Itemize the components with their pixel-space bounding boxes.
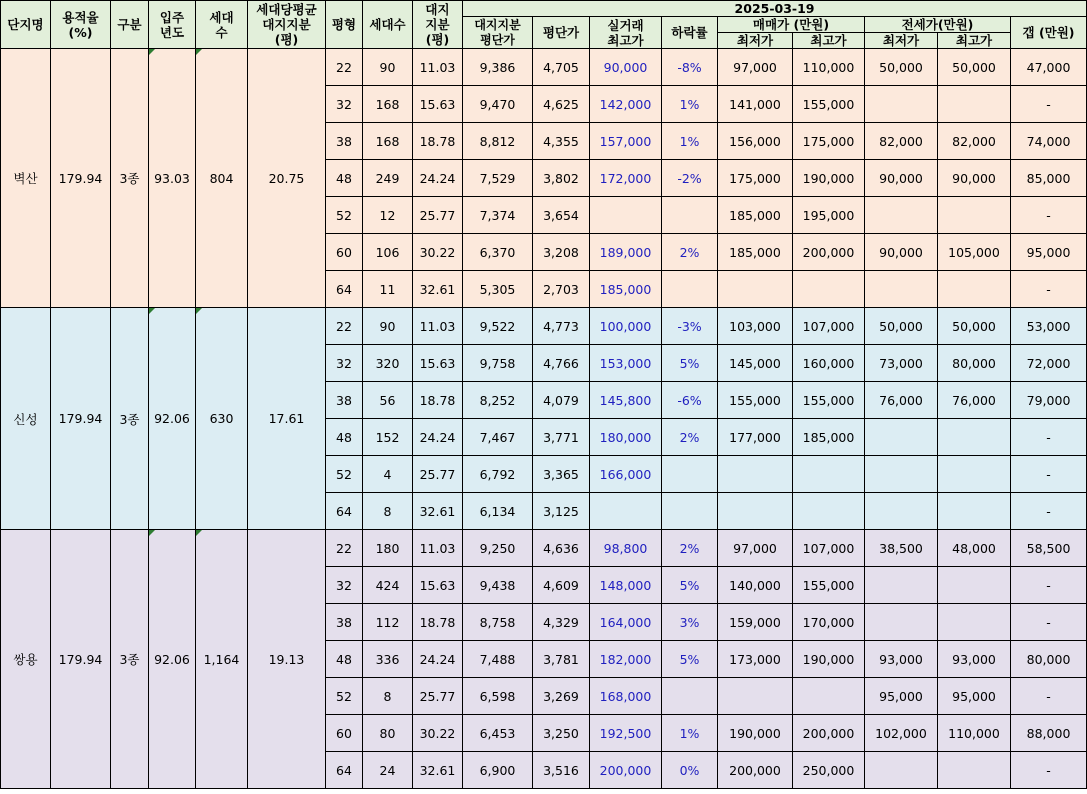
pyeong-cell[interactable]: 60	[326, 715, 363, 752]
avg-land-cell[interactable]: 19.13	[248, 530, 326, 789]
units-cell[interactable]: 249	[363, 160, 413, 197]
ppp-cell[interactable]: 3,516	[533, 752, 590, 789]
jeonse-max-cell[interactable]: 95,000	[938, 678, 1011, 715]
sale-max-cell[interactable]: 160,000	[793, 345, 865, 382]
ppp-cell[interactable]: 4,636	[533, 530, 590, 567]
pyeong-cell[interactable]: 22	[326, 49, 363, 86]
jeonse-min-cell[interactable]	[865, 271, 938, 308]
land-share-cell[interactable]: 30.22	[413, 715, 463, 752]
land-share-cell[interactable]: 11.03	[413, 49, 463, 86]
gap-cell[interactable]: 74,000	[1011, 123, 1087, 160]
land-share-cell[interactable]: 18.78	[413, 604, 463, 641]
units-cell[interactable]: 90	[363, 308, 413, 345]
drop-rate-cell[interactable]: 2%	[662, 234, 718, 271]
header-gap[interactable]: 갭 (만원)	[1011, 17, 1087, 49]
drop-rate-cell[interactable]	[662, 456, 718, 493]
drop-rate-cell[interactable]: 1%	[662, 86, 718, 123]
units-cell[interactable]: 106	[363, 234, 413, 271]
pyeong-cell[interactable]: 38	[326, 123, 363, 160]
land-share-cell[interactable]: 15.63	[413, 567, 463, 604]
gap-cell[interactable]: -	[1011, 419, 1087, 456]
units-cell[interactable]: 8	[363, 678, 413, 715]
land-share-cell[interactable]: 24.24	[413, 641, 463, 678]
real-trade-cell[interactable]: 98,800	[590, 530, 662, 567]
land-share-cell[interactable]: 24.24	[413, 419, 463, 456]
real-trade-cell[interactable]: 166,000	[590, 456, 662, 493]
gap-cell[interactable]: 80,000	[1011, 641, 1087, 678]
households-cell[interactable]: 1,164	[196, 530, 248, 789]
ppp-cell[interactable]: 3,781	[533, 641, 590, 678]
land-share-cell[interactable]: 15.63	[413, 86, 463, 123]
year-cell[interactable]: 92.06	[149, 308, 196, 530]
land-share-cell[interactable]: 25.77	[413, 197, 463, 234]
sale-min-cell[interactable]: 103,000	[718, 308, 793, 345]
drop-rate-cell[interactable]: -6%	[662, 382, 718, 419]
sale-max-cell[interactable]: 107,000	[793, 308, 865, 345]
pyeong-cell[interactable]: 38	[326, 604, 363, 641]
drop-rate-cell[interactable]	[662, 197, 718, 234]
gap-cell[interactable]: 72,000	[1011, 345, 1087, 382]
gap-cell[interactable]: -	[1011, 752, 1087, 789]
gap-cell[interactable]: 53,000	[1011, 308, 1087, 345]
sale-min-cell[interactable]: 185,000	[718, 234, 793, 271]
pyeong-cell[interactable]: 48	[326, 419, 363, 456]
jeonse-min-cell[interactable]	[865, 456, 938, 493]
units-cell[interactable]: 11	[363, 271, 413, 308]
sale-max-cell[interactable]	[793, 678, 865, 715]
land-price-cell[interactable]: 9,470	[463, 86, 533, 123]
land-share-cell[interactable]: 25.77	[413, 678, 463, 715]
drop-rate-cell[interactable]	[662, 271, 718, 308]
sale-max-cell[interactable]	[793, 271, 865, 308]
drop-rate-cell[interactable]: 0%	[662, 752, 718, 789]
land-price-cell[interactable]: 8,252	[463, 382, 533, 419]
real-trade-cell[interactable]: 164,000	[590, 604, 662, 641]
ppp-cell[interactable]: 3,654	[533, 197, 590, 234]
land-price-cell[interactable]: 6,453	[463, 715, 533, 752]
gap-cell[interactable]: 88,000	[1011, 715, 1087, 752]
units-cell[interactable]: 168	[363, 123, 413, 160]
sale-max-cell[interactable]: 185,000	[793, 419, 865, 456]
land-share-cell[interactable]: 32.61	[413, 493, 463, 530]
drop-rate-cell[interactable]: 1%	[662, 123, 718, 160]
jeonse-min-cell[interactable]: 38,500	[865, 530, 938, 567]
jeonse-max-cell[interactable]	[938, 604, 1011, 641]
far-cell[interactable]: 179.94	[51, 308, 111, 530]
ppp-cell[interactable]: 3,365	[533, 456, 590, 493]
pyeong-cell[interactable]: 22	[326, 530, 363, 567]
gap-cell[interactable]: -	[1011, 86, 1087, 123]
real-trade-cell[interactable]: 180,000	[590, 419, 662, 456]
avg-land-cell[interactable]: 20.75	[248, 49, 326, 308]
land-share-cell[interactable]: 11.03	[413, 308, 463, 345]
real-trade-cell[interactable]: 153,000	[590, 345, 662, 382]
units-cell[interactable]: 152	[363, 419, 413, 456]
sale-max-cell[interactable]: 155,000	[793, 567, 865, 604]
pyeong-cell[interactable]: 64	[326, 271, 363, 308]
sale-max-cell[interactable]	[793, 456, 865, 493]
ppp-cell[interactable]: 4,609	[533, 567, 590, 604]
land-share-cell[interactable]: 15.63	[413, 345, 463, 382]
jeonse-min-cell[interactable]	[865, 493, 938, 530]
gap-cell[interactable]: 79,000	[1011, 382, 1087, 419]
jeonse-min-cell[interactable]	[865, 197, 938, 234]
units-cell[interactable]: 80	[363, 715, 413, 752]
header-far[interactable]: 용적율 (%)	[51, 1, 111, 49]
sale-max-cell[interactable]: 195,000	[793, 197, 865, 234]
pyeong-cell[interactable]: 52	[326, 197, 363, 234]
land-price-cell[interactable]: 6,134	[463, 493, 533, 530]
land-price-cell[interactable]: 8,758	[463, 604, 533, 641]
header-drop[interactable]: 하락률	[662, 17, 718, 49]
real-trade-cell[interactable]: 182,000	[590, 641, 662, 678]
land-price-cell[interactable]: 7,488	[463, 641, 533, 678]
pyeong-cell[interactable]: 64	[326, 752, 363, 789]
units-cell[interactable]: 320	[363, 345, 413, 382]
jeonse-min-cell[interactable]: 93,000	[865, 641, 938, 678]
land-price-cell[interactable]: 6,370	[463, 234, 533, 271]
real-trade-cell[interactable]: 185,000	[590, 271, 662, 308]
header-sale[interactable]: 매매가 (만원)	[718, 17, 865, 33]
complex-name-cell[interactable]: 벽산	[1, 49, 51, 308]
land-share-cell[interactable]: 32.61	[413, 752, 463, 789]
drop-rate-cell[interactable]: 2%	[662, 530, 718, 567]
ppp-cell[interactable]: 4,705	[533, 49, 590, 86]
sale-min-cell[interactable]: 145,000	[718, 345, 793, 382]
ppp-cell[interactable]: 4,079	[533, 382, 590, 419]
gap-cell[interactable]: -	[1011, 271, 1087, 308]
units-cell[interactable]: 112	[363, 604, 413, 641]
header-sale-max[interactable]: 최고가	[793, 33, 865, 49]
real-trade-cell[interactable]: 157,000	[590, 123, 662, 160]
gap-cell[interactable]: -	[1011, 197, 1087, 234]
land-price-cell[interactable]: 6,598	[463, 678, 533, 715]
land-share-cell[interactable]: 11.03	[413, 530, 463, 567]
land-price-cell[interactable]: 5,305	[463, 271, 533, 308]
sale-min-cell[interactable]: 185,000	[718, 197, 793, 234]
land-price-cell[interactable]: 9,438	[463, 567, 533, 604]
sale-min-cell[interactable]: 141,000	[718, 86, 793, 123]
pyeong-cell[interactable]: 64	[326, 493, 363, 530]
sale-min-cell[interactable]: 140,000	[718, 567, 793, 604]
land-price-cell[interactable]: 6,792	[463, 456, 533, 493]
header-jeonse-max[interactable]: 최고가	[938, 33, 1011, 49]
table-row	[1, 308, 1087, 345]
ppp-cell[interactable]: 4,355	[533, 123, 590, 160]
sale-min-cell[interactable]: 156,000	[718, 123, 793, 160]
households-cell[interactable]: 630	[196, 308, 248, 530]
land-share-cell[interactable]: 24.24	[413, 160, 463, 197]
drop-rate-cell[interactable]: 3%	[662, 604, 718, 641]
header-date[interactable]: 2025-03-19	[463, 1, 1087, 17]
land-price-cell[interactable]: 7,374	[463, 197, 533, 234]
year-cell[interactable]: 93.03	[149, 49, 196, 308]
drop-rate-cell[interactable]	[662, 493, 718, 530]
pyeong-cell[interactable]: 32	[326, 345, 363, 382]
drop-rate-cell[interactable]: 5%	[662, 345, 718, 382]
real-trade-cell[interactable]: 142,000	[590, 86, 662, 123]
table-body	[1, 49, 1087, 789]
real-trade-cell[interactable]: 168,000	[590, 678, 662, 715]
gap-cell[interactable]: 85,000	[1011, 160, 1087, 197]
year-cell[interactable]: 92.06	[149, 530, 196, 789]
header-real-trade[interactable]: 실거래 최고가	[590, 17, 662, 49]
pyeong-cell[interactable]: 48	[326, 160, 363, 197]
jeonse-max-cell[interactable]: 50,000	[938, 49, 1011, 86]
header-year[interactable]: 입주 년도	[149, 1, 196, 49]
sale-min-cell[interactable]: 155,000	[718, 382, 793, 419]
sale-max-cell[interactable]: 110,000	[793, 49, 865, 86]
sale-min-cell[interactable]: 173,000	[718, 641, 793, 678]
ppp-cell[interactable]: 2,703	[533, 271, 590, 308]
far-cell[interactable]: 179.94	[51, 49, 111, 308]
pyeong-cell[interactable]: 60	[326, 234, 363, 271]
jeonse-max-cell[interactable]: 50,000	[938, 308, 1011, 345]
gap-cell[interactable]: -	[1011, 567, 1087, 604]
drop-rate-cell[interactable]: 5%	[662, 641, 718, 678]
gap-cell[interactable]: 58,500	[1011, 530, 1087, 567]
real-trade-cell[interactable]: 189,000	[590, 234, 662, 271]
units-cell[interactable]: 8	[363, 493, 413, 530]
jeonse-max-cell[interactable]: 80,000	[938, 345, 1011, 382]
land-price-cell[interactable]: 6,900	[463, 752, 533, 789]
ppp-cell[interactable]: 3,125	[533, 493, 590, 530]
jeonse-max-cell[interactable]: 90,000	[938, 160, 1011, 197]
land-price-cell[interactable]: 7,467	[463, 419, 533, 456]
sale-max-cell[interactable]: 190,000	[793, 641, 865, 678]
jeonse-min-cell[interactable]	[865, 86, 938, 123]
far-cell[interactable]: 179.94	[51, 530, 111, 789]
sale-max-cell[interactable]: 170,000	[793, 604, 865, 641]
units-cell[interactable]: 180	[363, 530, 413, 567]
pyeong-cell[interactable]: 52	[326, 678, 363, 715]
jeonse-max-cell[interactable]	[938, 456, 1011, 493]
jeonse-max-cell[interactable]	[938, 271, 1011, 308]
sale-min-cell[interactable]: 159,000	[718, 604, 793, 641]
pyeong-cell[interactable]: 48	[326, 641, 363, 678]
jeonse-min-cell[interactable]	[865, 419, 938, 456]
real-trade-cell[interactable]	[590, 493, 662, 530]
jeonse-min-cell[interactable]: 90,000	[865, 160, 938, 197]
header-units[interactable]: 세대수	[363, 1, 413, 49]
jeonse-max-cell[interactable]: 82,000	[938, 123, 1011, 160]
drop-rate-cell[interactable]: -3%	[662, 308, 718, 345]
sale-min-cell[interactable]: 177,000	[718, 419, 793, 456]
units-cell[interactable]: 336	[363, 641, 413, 678]
real-trade-cell[interactable]: 148,000	[590, 567, 662, 604]
land-share-cell[interactable]: 18.78	[413, 382, 463, 419]
sale-max-cell[interactable]: 175,000	[793, 123, 865, 160]
units-cell[interactable]: 90	[363, 49, 413, 86]
ppp-cell[interactable]: 3,269	[533, 678, 590, 715]
gap-cell[interactable]: -	[1011, 678, 1087, 715]
units-cell[interactable]: 24	[363, 752, 413, 789]
sale-min-cell[interactable]: 175,000	[718, 160, 793, 197]
ppp-cell[interactable]: 4,329	[533, 604, 590, 641]
header-complex[interactable]: 단지명	[1, 1, 51, 49]
sale-max-cell[interactable]	[793, 493, 865, 530]
drop-rate-cell[interactable]: 1%	[662, 715, 718, 752]
header-land-share[interactable]: 대지 지분 (평)	[413, 1, 463, 49]
sale-max-cell[interactable]: 107,000	[793, 530, 865, 567]
complex-name-cell[interactable]: 신성	[1, 308, 51, 530]
drop-rate-cell[interactable]: 5%	[662, 567, 718, 604]
jeonse-max-cell[interactable]	[938, 197, 1011, 234]
header-households[interactable]: 세대 수	[196, 1, 248, 49]
header-ppp[interactable]: 평단가	[533, 17, 590, 49]
land-share-cell[interactable]: 32.61	[413, 271, 463, 308]
jeonse-max-cell[interactable]	[938, 419, 1011, 456]
land-price-cell[interactable]: 9,522	[463, 308, 533, 345]
jeonse-min-cell[interactable]: 50,000	[865, 308, 938, 345]
real-trade-cell[interactable]: 90,000	[590, 49, 662, 86]
zone-cell[interactable]: 3종	[111, 530, 149, 789]
sale-max-cell[interactable]: 250,000	[793, 752, 865, 789]
sale-min-cell[interactable]: 97,000	[718, 530, 793, 567]
jeonse-min-cell[interactable]: 95,000	[865, 678, 938, 715]
sale-max-cell[interactable]: 200,000	[793, 715, 865, 752]
pyeong-cell[interactable]: 52	[326, 456, 363, 493]
land-price-cell[interactable]: 7,529	[463, 160, 533, 197]
land-price-cell[interactable]: 9,250	[463, 530, 533, 567]
avg-land-cell[interactable]: 17.61	[248, 308, 326, 530]
sale-min-cell[interactable]	[718, 271, 793, 308]
land-price-cell[interactable]: 8,812	[463, 123, 533, 160]
drop-rate-cell[interactable]: 2%	[662, 419, 718, 456]
jeonse-max-cell[interactable]	[938, 493, 1011, 530]
sale-min-cell[interactable]	[718, 493, 793, 530]
zone-cell[interactable]: 3종	[111, 308, 149, 530]
pyeong-cell[interactable]: 32	[326, 567, 363, 604]
ppp-cell[interactable]: 4,773	[533, 308, 590, 345]
jeonse-min-cell[interactable]: 50,000	[865, 49, 938, 86]
sale-max-cell[interactable]: 155,000	[793, 86, 865, 123]
jeonse-min-cell[interactable]: 90,000	[865, 234, 938, 271]
land-price-cell[interactable]: 9,386	[463, 49, 533, 86]
ppp-cell[interactable]: 3,771	[533, 419, 590, 456]
real-trade-cell[interactable]: 172,000	[590, 160, 662, 197]
ppp-cell[interactable]: 3,208	[533, 234, 590, 271]
sale-min-cell[interactable]	[718, 678, 793, 715]
real-trade-cell[interactable]: 145,800	[590, 382, 662, 419]
land-share-cell[interactable]: 30.22	[413, 234, 463, 271]
complex-name-cell[interactable]: 쌍용	[1, 530, 51, 789]
header-avg-land[interactable]: 세대당평균 대지지분 (평)	[248, 1, 326, 49]
sale-min-cell[interactable]: 97,000	[718, 49, 793, 86]
jeonse-min-cell[interactable]	[865, 567, 938, 604]
jeonse-max-cell[interactable]: 48,000	[938, 530, 1011, 567]
jeonse-max-cell[interactable]	[938, 752, 1011, 789]
units-cell[interactable]: 4	[363, 456, 413, 493]
real-trade-cell[interactable]: 200,000	[590, 752, 662, 789]
sale-max-cell[interactable]: 190,000	[793, 160, 865, 197]
gap-cell[interactable]: 95,000	[1011, 234, 1087, 271]
sale-min-cell[interactable]: 190,000	[718, 715, 793, 752]
jeonse-min-cell[interactable]	[865, 752, 938, 789]
units-cell[interactable]: 12	[363, 197, 413, 234]
ppp-cell[interactable]: 4,766	[533, 345, 590, 382]
jeonse-min-cell[interactable]: 73,000	[865, 345, 938, 382]
gap-cell[interactable]: -	[1011, 456, 1087, 493]
jeonse-max-cell[interactable]: 76,000	[938, 382, 1011, 419]
jeonse-max-cell[interactable]	[938, 567, 1011, 604]
table-header	[1, 1, 1087, 49]
sale-max-cell[interactable]: 155,000	[793, 382, 865, 419]
pyeong-cell[interactable]: 22	[326, 308, 363, 345]
pyeong-cell[interactable]: 38	[326, 382, 363, 419]
pyeong-cell[interactable]: 32	[326, 86, 363, 123]
real-trade-cell[interactable]	[590, 197, 662, 234]
ppp-cell[interactable]: 4,625	[533, 86, 590, 123]
drop-rate-cell[interactable]: -8%	[662, 49, 718, 86]
jeonse-min-cell[interactable]: 102,000	[865, 715, 938, 752]
header-jeonse-min[interactable]: 최저가	[865, 33, 938, 49]
gap-cell[interactable]: 47,000	[1011, 49, 1087, 86]
drop-rate-cell[interactable]: -2%	[662, 160, 718, 197]
households-cell[interactable]: 804	[196, 49, 248, 308]
real-trade-cell[interactable]: 100,000	[590, 308, 662, 345]
header-sale-min[interactable]: 최저가	[718, 33, 793, 49]
jeonse-max-cell[interactable]: 93,000	[938, 641, 1011, 678]
units-cell[interactable]: 424	[363, 567, 413, 604]
jeonse-max-cell[interactable]: 105,000	[938, 234, 1011, 271]
table-row	[1, 530, 1087, 567]
ppp-cell[interactable]: 3,250	[533, 715, 590, 752]
gap-cell[interactable]: -	[1011, 493, 1087, 530]
ppp-cell[interactable]: 3,802	[533, 160, 590, 197]
sale-min-cell[interactable]	[718, 456, 793, 493]
land-share-cell[interactable]: 25.77	[413, 456, 463, 493]
header-land-price[interactable]: 대지지분 평단가	[463, 17, 533, 49]
drop-rate-cell[interactable]	[662, 678, 718, 715]
land-share-cell[interactable]: 18.78	[413, 123, 463, 160]
header-pyeong[interactable]: 평형	[326, 1, 363, 49]
jeonse-min-cell[interactable]: 76,000	[865, 382, 938, 419]
header-jeonse[interactable]: 전세가(만원)	[865, 17, 1011, 33]
units-cell[interactable]: 168	[363, 86, 413, 123]
units-cell[interactable]: 56	[363, 382, 413, 419]
jeonse-max-cell[interactable]	[938, 86, 1011, 123]
sale-min-cell[interactable]: 200,000	[718, 752, 793, 789]
sale-max-cell[interactable]: 200,000	[793, 234, 865, 271]
jeonse-min-cell[interactable]	[865, 604, 938, 641]
header-zone[interactable]: 구분	[111, 1, 149, 49]
land-price-cell[interactable]: 9,758	[463, 345, 533, 382]
zone-cell[interactable]: 3종	[111, 49, 149, 308]
table-row	[1, 49, 1087, 86]
jeonse-max-cell[interactable]: 110,000	[938, 715, 1011, 752]
real-trade-cell[interactable]: 192,500	[590, 715, 662, 752]
gap-cell[interactable]: -	[1011, 604, 1087, 641]
jeonse-min-cell[interactable]: 82,000	[865, 123, 938, 160]
